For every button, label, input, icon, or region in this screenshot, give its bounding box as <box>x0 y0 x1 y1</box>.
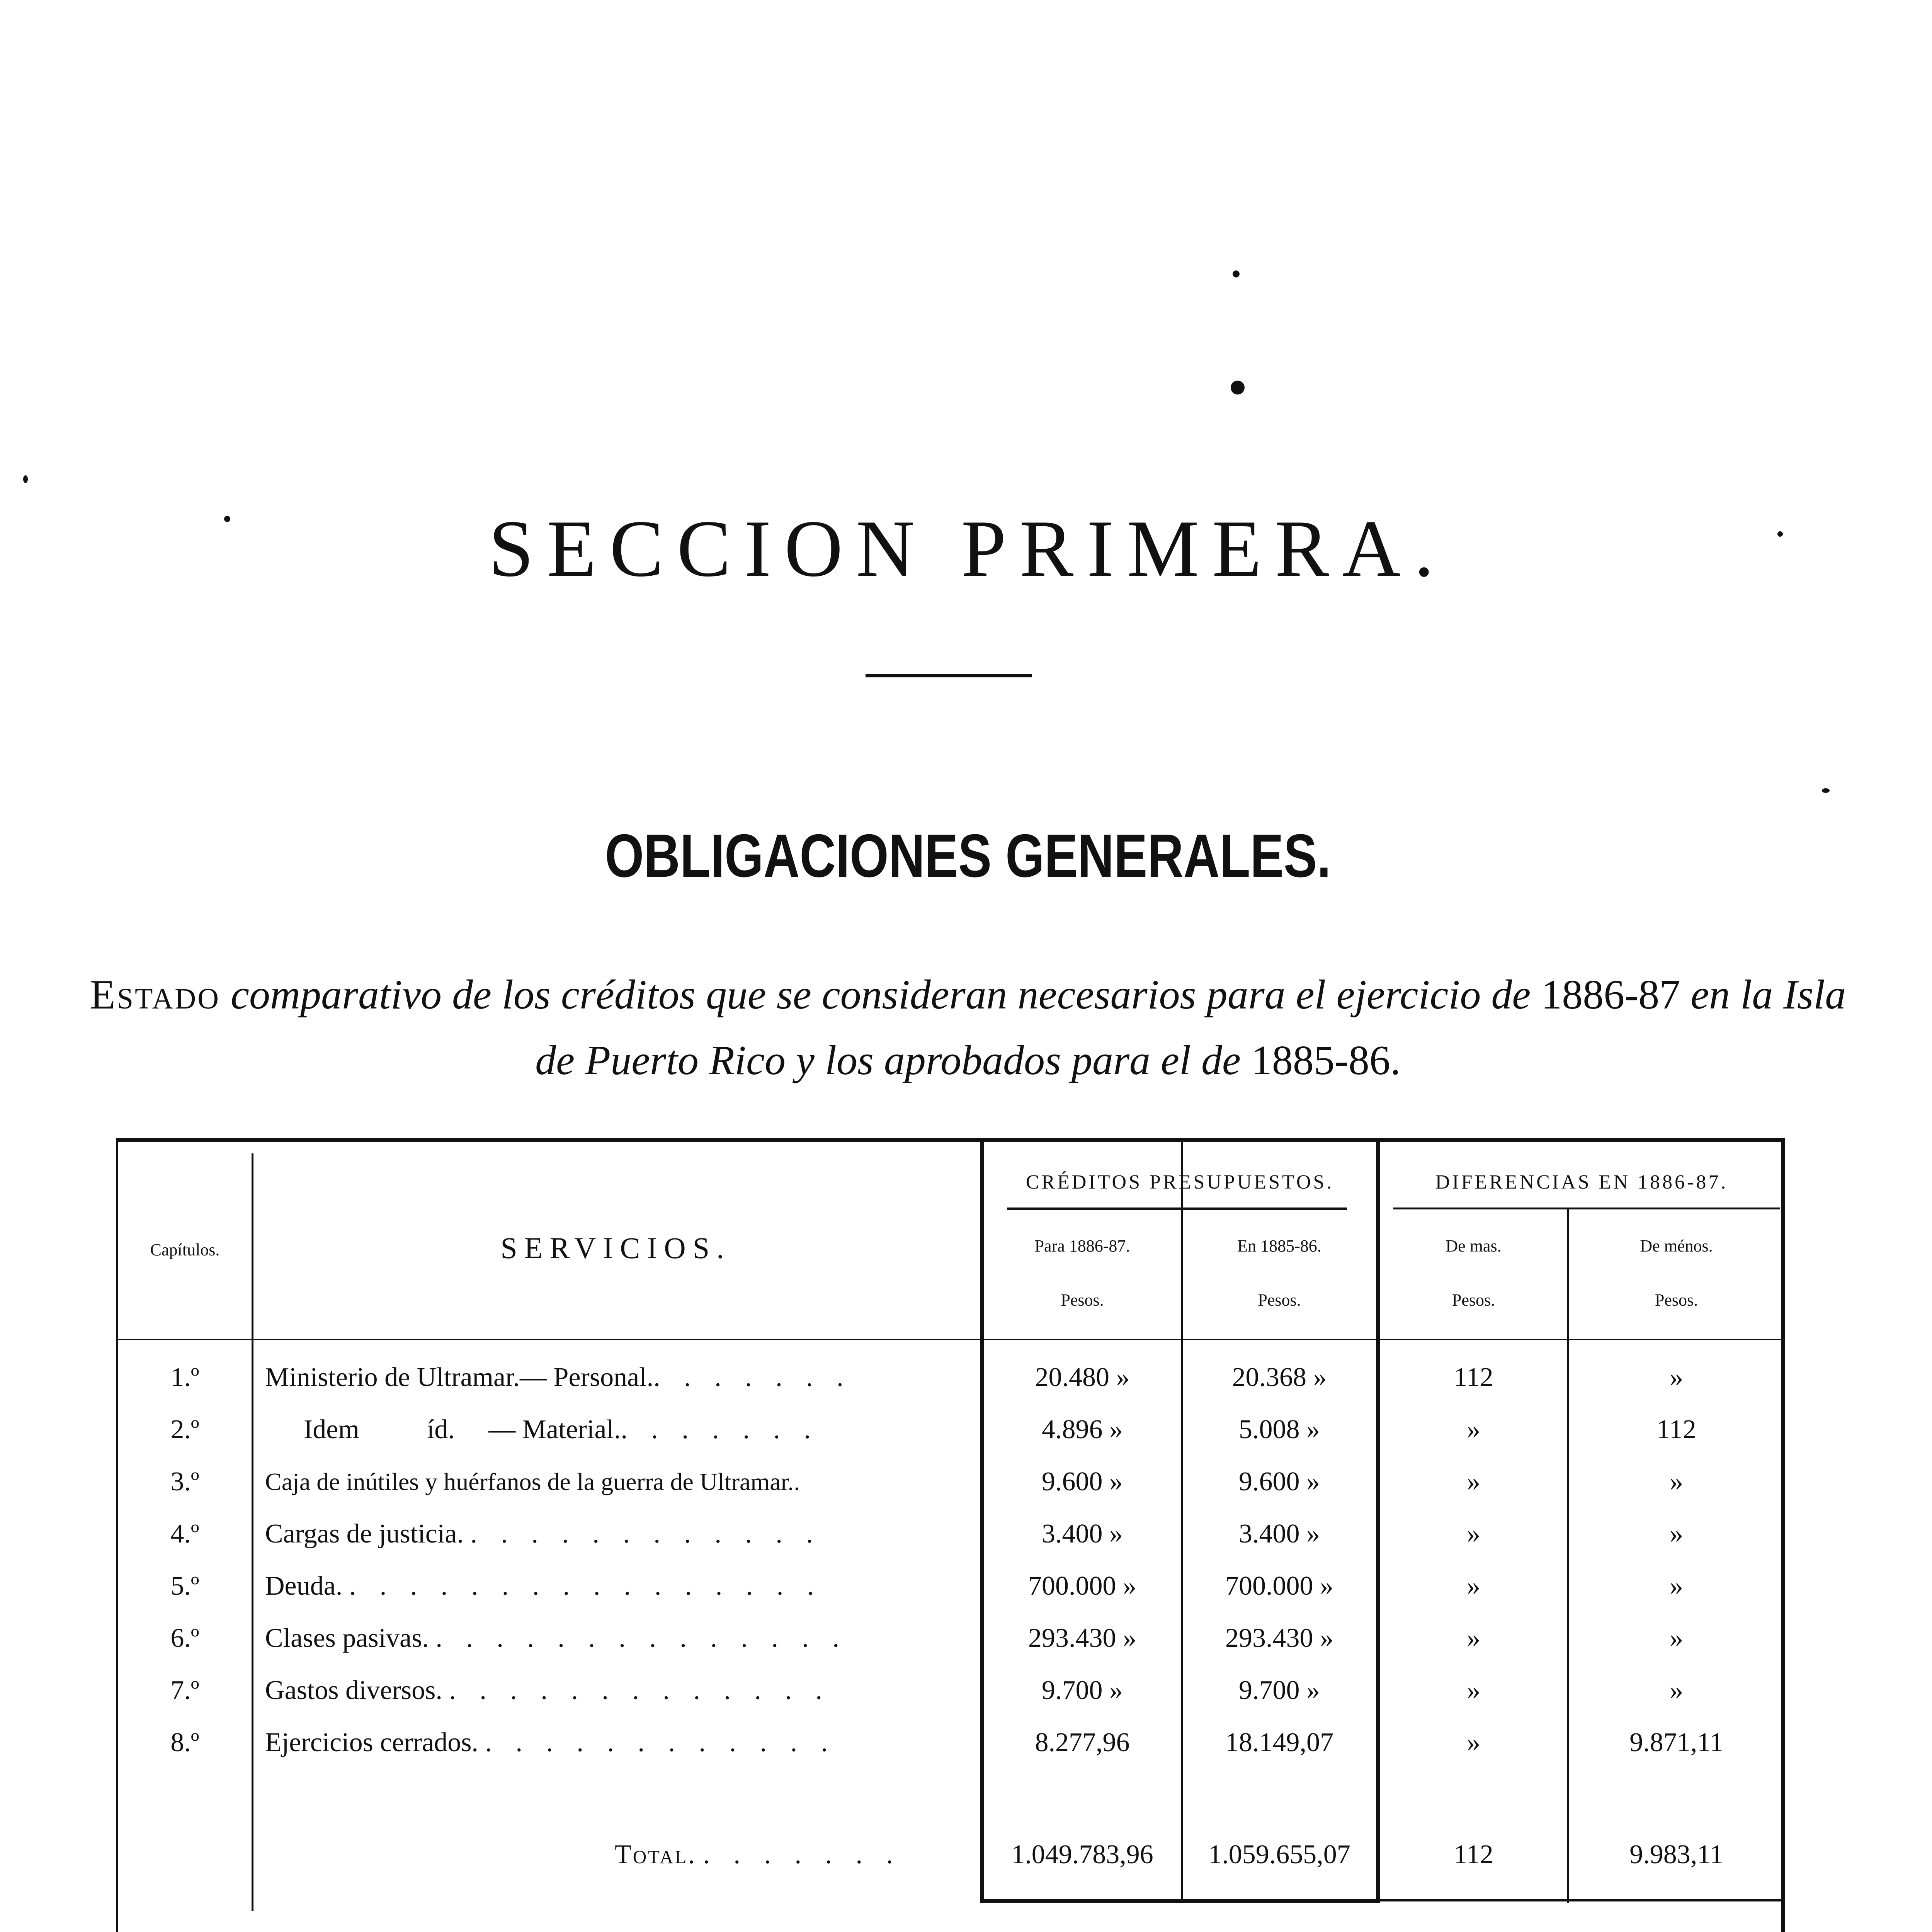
row-de-menos: » <box>1670 1362 1683 1392</box>
table-row <box>118 1513 1784 1555</box>
intro-year-1: 1886-87 <box>1541 972 1680 1018</box>
header-servicios: SERVICIOS. <box>500 1231 731 1265</box>
rule-diferencias-group <box>1393 1208 1780 1209</box>
header-creditos-group: CRÉDITOS PRESUPUESTOS. <box>1026 1171 1334 1193</box>
row-de-mas: » <box>1467 1728 1480 1757</box>
row-en: 9.700 » <box>1239 1675 1320 1705</box>
scan-speck <box>1777 531 1783 537</box>
header-para: Para 1886-87. <box>1034 1236 1130 1255</box>
row-servicio: Deuda. . . . . . . . . . . . . . . . . <box>265 1571 823 1601</box>
row-para: 3.400 » <box>1042 1519 1123 1549</box>
total-de-mas: 112 <box>1454 1840 1493 1869</box>
table-row <box>118 1565 1784 1607</box>
unit-de-mas: Pesos. <box>1452 1291 1495 1310</box>
row-en: 20.368 » <box>1232 1362 1327 1392</box>
row-capitulo: 7.º <box>170 1675 199 1705</box>
row-de-mas: » <box>1467 1467 1480 1497</box>
rule-diferencias-bottom <box>1380 1899 1784 1901</box>
scan-speck <box>1822 788 1830 793</box>
row-de-mas: » <box>1467 1415 1480 1444</box>
intro-text-1: comparativo de los créditos que se consideran necesarios para el ejercicio de <box>231 972 1531 1018</box>
table-row <box>118 1617 1784 1660</box>
row-capitulo: 4.º <box>170 1519 199 1549</box>
subtitle: OBLIGACIONES GENERALES. <box>605 822 1331 890</box>
scan-speck <box>224 516 230 522</box>
table-row <box>118 1669 1784 1712</box>
total-de-menos: 9.983,11 <box>1629 1840 1723 1869</box>
row-en: 293.430 » <box>1225 1623 1333 1653</box>
header-de-mas: De mas. <box>1446 1236 1502 1255</box>
row-capitulo: 3.º <box>170 1467 199 1497</box>
row-servicio: Ministerio de Ultramar.— Personal.. . . . . . . <box>265 1362 852 1392</box>
table-row <box>118 1721 1784 1764</box>
row-de-menos: » <box>1670 1623 1683 1653</box>
row-de-menos: 112 <box>1656 1415 1696 1444</box>
row-para: 20.480 » <box>1035 1362 1130 1392</box>
row-de-mas: 112 <box>1454 1362 1493 1392</box>
row-de-menos: 9.871,11 <box>1629 1728 1723 1757</box>
row-de-menos: » <box>1670 1519 1683 1549</box>
row-servicio: Clases pasivas. . . . . . . . . . . . . . . <box>265 1623 848 1653</box>
intro-text-1-tail: en la Isla <box>1690 972 1846 1018</box>
rule-total-box-bottom <box>980 1899 1380 1903</box>
scan-speck <box>1233 270 1240 277</box>
budget-table <box>116 1138 1785 1932</box>
row-servicio: Idem íd. — Material.. . . . . . . <box>304 1415 819 1444</box>
total-en: 1.059.655,07 <box>1208 1840 1350 1869</box>
table-row <box>118 1461 1784 1503</box>
row-servicio: Ejercicios cerrados. . . . . . . . . . . . . <box>265 1728 836 1757</box>
table-row <box>118 1356 1784 1399</box>
row-capitulo: 2.º <box>170 1415 199 1444</box>
row-en: 700.000 » <box>1225 1571 1333 1601</box>
intro-year-2: 1885-86. <box>1251 1037 1401 1083</box>
intro-line-2 <box>0 1032 1932 1090</box>
row-para: 9.700 » <box>1042 1675 1123 1705</box>
row-en: 3.400 » <box>1239 1519 1320 1549</box>
intro-lead-word: Estado <box>90 972 221 1018</box>
row-para: 700.000 » <box>1028 1571 1136 1601</box>
row-de-mas: » <box>1467 1571 1480 1601</box>
title-rule <box>866 674 1032 677</box>
row-capitulo: 1.º <box>170 1362 199 1392</box>
row-de-menos: » <box>1670 1571 1683 1601</box>
row-para: 4.896 » <box>1042 1415 1123 1444</box>
rule-header-bottom <box>118 1339 1784 1340</box>
table-row <box>118 1408 1784 1451</box>
header-de-menos: De ménos. <box>1640 1236 1713 1255</box>
intro-line-1 <box>0 966 1932 1024</box>
row-servicio: Cargas de justicia. . . . . . . . . . . . . <box>265 1519 821 1549</box>
unit-en: Pesos. <box>1258 1291 1301 1310</box>
intro-text-2: de Puerto Rico y los aprobados para el de <box>535 1037 1241 1083</box>
row-de-mas: » <box>1467 1675 1480 1705</box>
row-de-mas: » <box>1467 1623 1480 1653</box>
row-servicio: Caja de inútiles y huérfanos de la guerra de Ultramar.. <box>265 1468 809 1495</box>
row-servicio: Gastos diversos. . . . . . . . . . . . . . <box>265 1675 831 1705</box>
row-para: 293.430 » <box>1028 1623 1136 1653</box>
header-en: En 1885-86. <box>1237 1236 1321 1255</box>
rule-diferencias-mid <box>1567 1208 1569 1903</box>
scan-speck <box>23 475 28 483</box>
row-en: 5.008 » <box>1239 1415 1320 1444</box>
total-row <box>118 1833 1784 1876</box>
header-capitulos: Capítulos. <box>150 1240 220 1259</box>
row-de-menos: » <box>1670 1467 1683 1497</box>
row-en: 9.600 » <box>1239 1467 1320 1497</box>
row-para: 9.600 » <box>1042 1467 1123 1497</box>
section-title: SECCION PRIMERA. <box>488 504 1447 594</box>
row-de-menos: » <box>1670 1675 1683 1705</box>
row-capitulo: 8.º <box>170 1728 199 1757</box>
header-diferencias-group: DIFERENCIAS EN 1886-87. <box>1435 1171 1728 1193</box>
row-capitulo: 6.º <box>170 1623 199 1653</box>
unit-para: Pesos. <box>1061 1291 1104 1310</box>
unit-de-menos: Pesos. <box>1655 1291 1698 1310</box>
total-label: Total. . . . . . . . <box>615 1840 901 1869</box>
scan-speck <box>1231 381 1245 395</box>
row-para: 8.277,96 <box>1035 1728 1130 1757</box>
row-de-mas: » <box>1467 1519 1480 1549</box>
row-en: 18.149,07 <box>1225 1728 1333 1757</box>
total-para: 1.049.783,96 <box>1011 1840 1153 1869</box>
row-capitulo: 5.º <box>170 1571 199 1601</box>
rule-creditos-group <box>1007 1208 1347 1210</box>
